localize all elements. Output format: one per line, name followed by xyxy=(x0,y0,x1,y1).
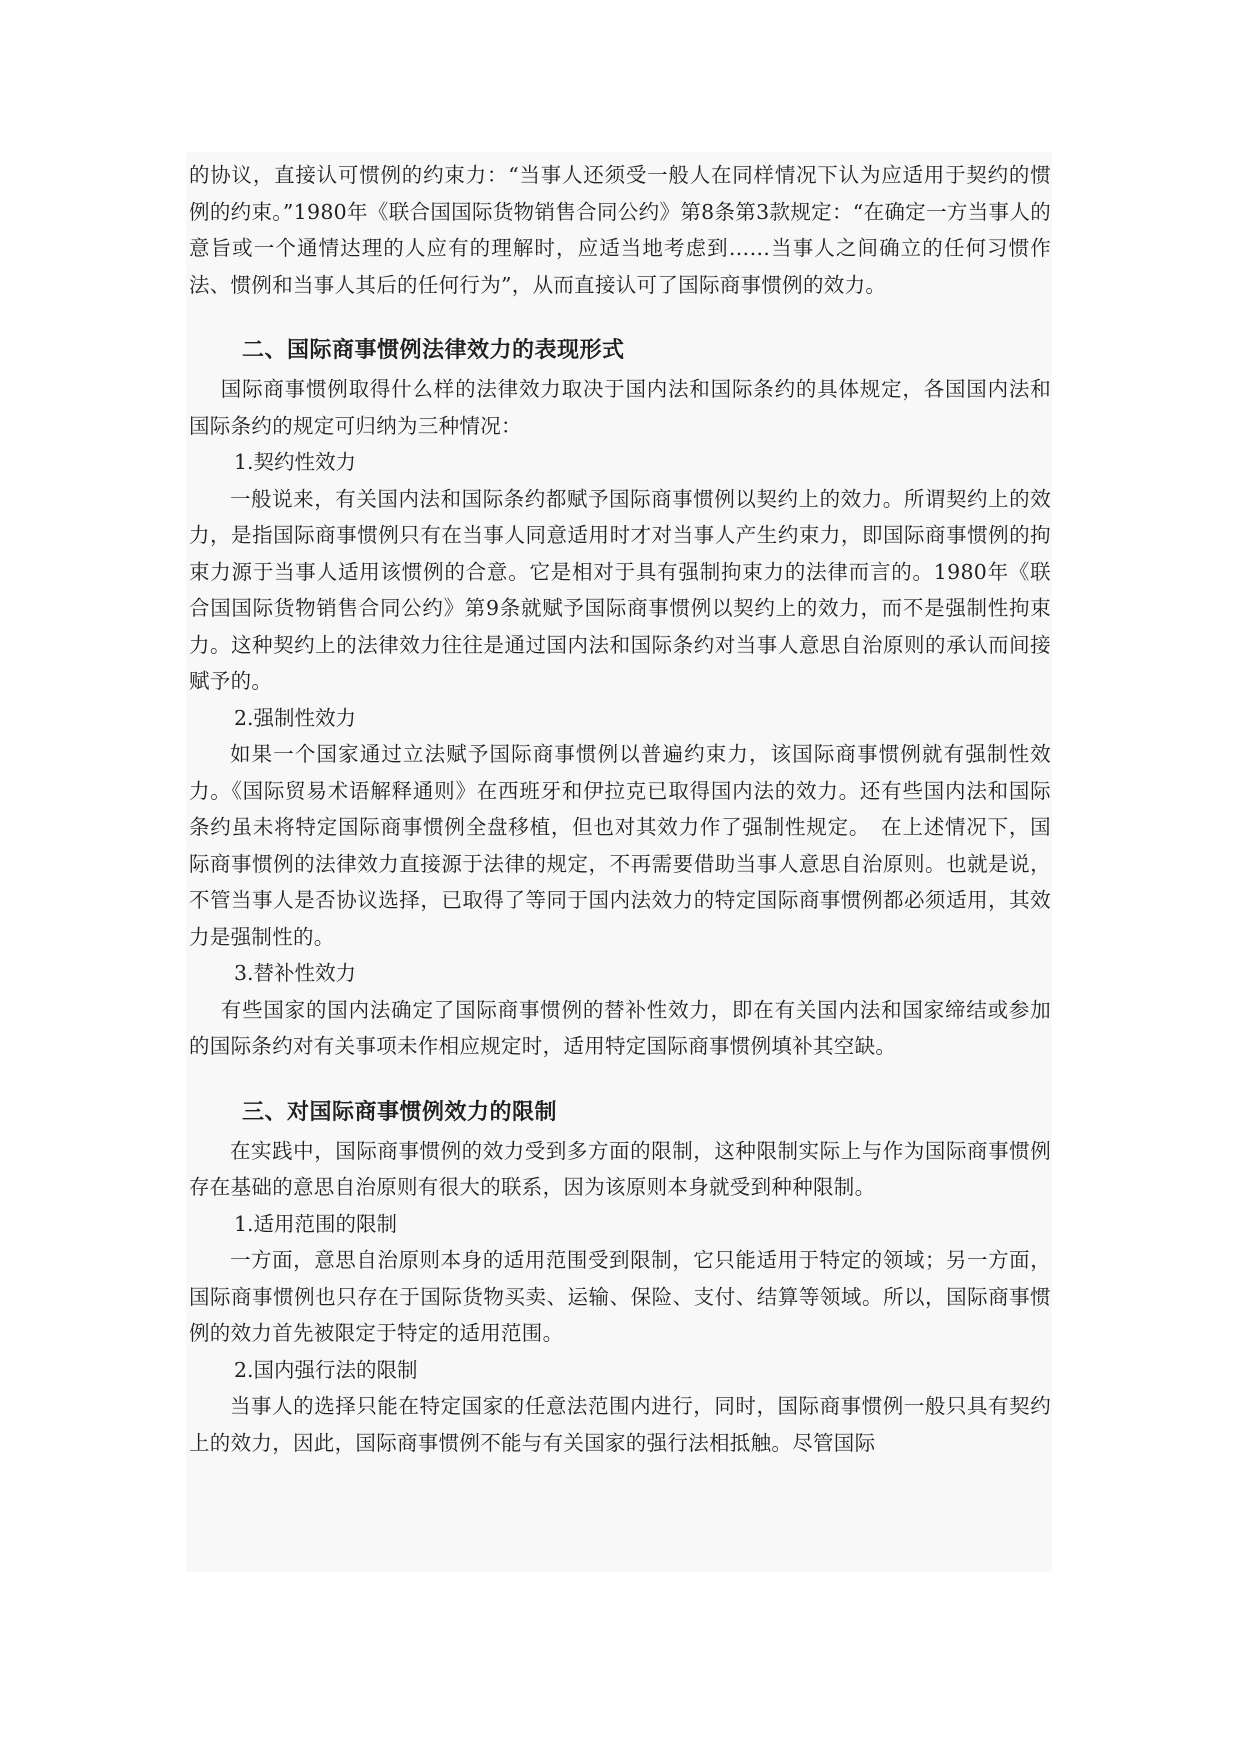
section-2-item-1-text: 一般说来，有关国内法和国际条约都赋予国际商事惯例以契约上的效力。所谓契约上的效力，是指国际商事惯例只有在当事人同意适用时才对当事人产生约束力，即国际商事惯例的拘束力源于当事人适用该惯例的合意。它是相对于具有强制拘束力的法律而言的。1980年《联合国国际货物销售合同公约》第9条就赋予国际商事惯例以契约上的效力，而不是强制性拘束力。这种契约上的法律效力往往是通过国内法和国际条约对当事人意思自治原则的承认而间接赋予的。 xyxy=(189,486,1051,693)
section-3-heading: 三、对国际商事惯例效力的限制 xyxy=(242,1099,558,1125)
document-body xyxy=(189,157,1051,1461)
section-2-item-1-title: 1.契约性效力 xyxy=(234,450,357,474)
section-2-item-3-title: 3.替补性效力 xyxy=(234,961,357,985)
section-2-lead: 国际商事惯例取得什么样的法律效力取决于国内法和国际条约的具体规定，各国国内法和国际条约的规定可归纳为三种情况： xyxy=(189,377,1051,438)
section-2-item-2-text: 如果一个国家通过立法赋予国际商事惯例以普遍约束力，该国际商事惯例就有强制性效力。《国际贸易术语解释通则》在西班牙和伊拉克已取得国内法的效力。还有些国内法和国际条约虽未将特定国际商事惯例全盘移植，但也对其效力作了强制性规定。 在上述情况下，国际商事惯例的法律效力直接源于法律的规定，不再需要借助当事人意思自治原则。也就是说，不管当事人是否协议选择，已取得了等同于国内法效力的特定国际商事惯例都必须适用，其效力是强制性的。 xyxy=(189,742,1051,949)
section-3-item-2-text: 当事人的选择只能在特定国家的任意法范围内进行，同时，国际商事惯例一般只具有契约上的效力，因此，国际商事惯例不能与有关国家的强行法相抵触。尽管国际 xyxy=(189,1394,1051,1455)
section-2-item-3-text: 有些国家的国内法确定了国际商事惯例的替补性效力，即在有关国内法和国家缔结或参加的国际条约对有关事项未作相应规定时，适用特定国际商事惯例填补其空缺。 xyxy=(189,997,1051,1058)
section-3-item-1-title: 1.适用范围的限制 xyxy=(234,1211,398,1236)
section-2-heading: 二、国际商事惯例法律效力的表现形式 xyxy=(242,338,625,363)
section-3-item-2-title: 2.国内强行法的限制 xyxy=(234,1357,418,1382)
intro-paragraph: 的协议，直接认可惯例的约束力：“当事人还须受一般人在同样情况下认为应适用于契约的惯例的约束。”1980年《联合国国际货物销售合同公约》第8条第3款规定：“在确定一方当事人的意旨或一个通情达理的人应有的理解时，应适当地考虑到……当事人之间确立的任何习惯作法、惯例和当事人其后的任何行为”，从而直接认可了国际商事惯例的效力。 xyxy=(189,163,1051,297)
section-3-item-1-text: 一方面，意思自治原则本身的适用范围受到限制，它只能适用于特定的领域；另一方面，国际商事惯例也只存在于国际货物买卖、运输、保险、支付、结算等领域。所以，国际商事惯例的效力首先被限定于特定的适用范围。 xyxy=(189,1248,1051,1345)
section-2-item-2-title: 2.强制性效力 xyxy=(234,705,357,730)
section-3-lead: 在实践中，国际商事惯例的效力受到多方面的限制，这种限制实际上与作为国际商事惯例存在基础的意思自治原则有很大的联系，因为该原则本身就受到种种限制。 xyxy=(189,1138,1051,1199)
